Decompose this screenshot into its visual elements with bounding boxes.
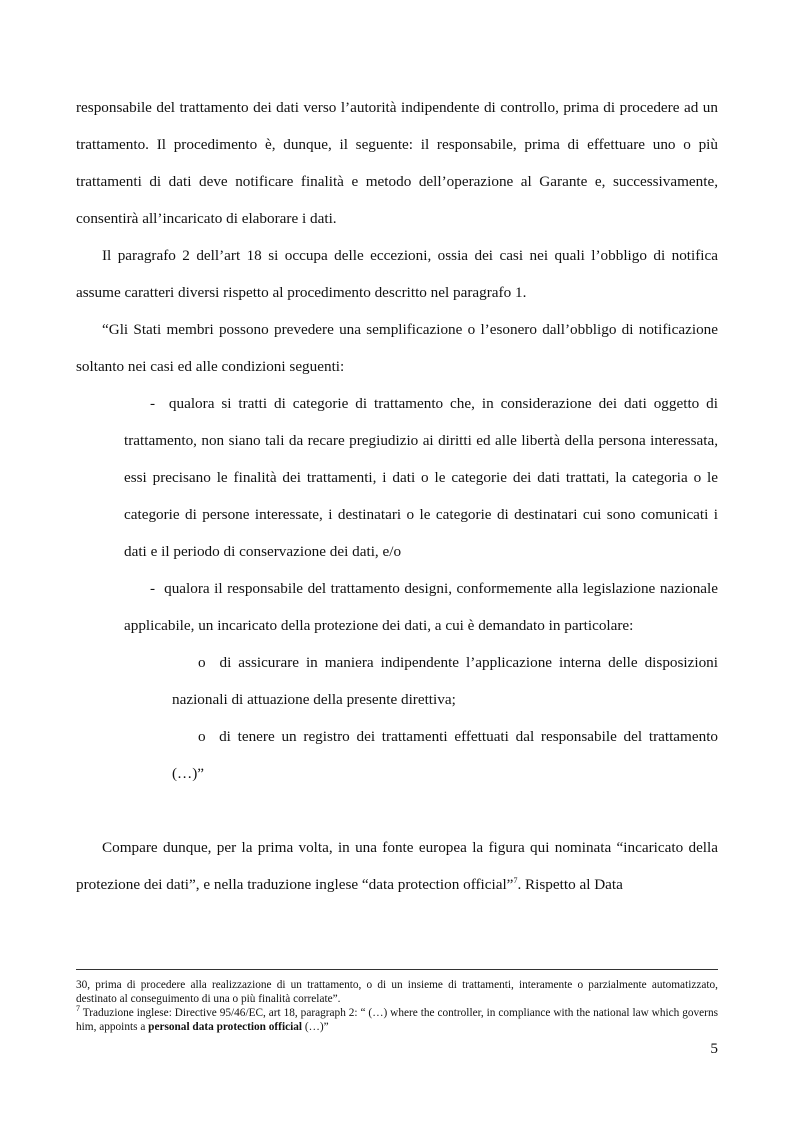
paragraph-4 (76, 829, 718, 903)
footnote-number: 7 (76, 1004, 80, 1014)
footnote-reference[interactable]: 7 (513, 875, 518, 885)
paragraph-4-text: Compare dunque, per la prima volta, in una fonte europea la figura qui nominata “incaricato della protezione dei dati”, e nella traduzione inglese “data protection official” (76, 839, 718, 893)
quote-item-2-text: qualora il responsabile del trattamento designi, conformemente alla legislazione nazionale applicabile, un incaricato della protezione dei dati, a cui è demandato in particolare: (124, 580, 719, 634)
footnotes (76, 969, 718, 1034)
footnote-7-bold-term: personal data protection official (148, 1021, 303, 1033)
paragraph-4-end: . Rispetto al Data (517, 876, 623, 893)
footnote-continuation: 30, prima di procedere alla realizzazione di un trattamento, o di un insieme di trattamenti, interamente o parzialmente automatizzato, destinato al conseguimento di una o più finalità correlate”. (76, 979, 718, 1005)
page-number: 5 (710, 1040, 718, 1057)
paragraph-2: Il paragrafo 2 dell’art 18 si occupa delle eccezioni, ossia dei casi nei quali l’obbligo di notifica assume caratteri diversi rispetto al procedimento descritto nel paragrafo 1. (76, 247, 718, 301)
circle-marker: o (198, 654, 206, 671)
circle-marker: o (198, 728, 206, 745)
paragraph-1: responsabile del trattamento dei dati verso l’autorità indipendente di controllo, prima di procedere ad un trattamento. Il procedimento è, dunque, il seguente: il responsabile, prima di effettuare uno o più trattamenti di dati deve notificare finalità e metodo dell’operazione al Garante e, successivamente, consentirà all’incaricato di elaborare i dati. (76, 99, 718, 227)
quote-item-1-text: qualora si tratti di categorie di trattamento che, in considerazione dei dati oggetto di trattamento, non siano tali da recare pregiudizio ai diritti ed alle libertà della persona interessata, essi precisano le finalità dei trattamenti, i dati o le categorie dei dati trattati, la categoria o le categorie di persone interessate, i destinatari o le categorie di destinatari cui sono comunicati i dati e il periodo di conservazione dei dati, e/o (124, 395, 718, 560)
quote-item-1 (76, 385, 718, 570)
dash-marker: - (150, 395, 156, 412)
footnote-7-text: Traduzione inglese: Directive 95/46/EC, art 18, paragraph 2: “ (…) where the controller, in compliance with the national law which governs him, appoints a (76, 1007, 718, 1033)
quote-subitem-2-text: di tenere un registro dei trattamenti effettuati dal responsabile del trattamento (…)” (172, 728, 719, 782)
dash-marker: - (150, 580, 156, 597)
body-text (76, 89, 718, 903)
quote-intro: “Gli Stati membri possono prevedere una semplificazione o l’esonero dall’obbligo di notificazione soltanto nei casi ed alle condizioni seguenti: (76, 321, 718, 375)
quote-item-2 (76, 570, 718, 644)
footnote-7-end: (…)” (302, 1021, 329, 1033)
quote-subitem-1-text: di assicurare in maniera indipendente l’applicazione interna delle disposizioni nazionali di attuazione della presente direttiva; (172, 654, 718, 708)
quote-subitem-2 (76, 718, 718, 792)
footnote-7 (76, 1006, 718, 1034)
quote-subitem-1 (76, 644, 718, 718)
